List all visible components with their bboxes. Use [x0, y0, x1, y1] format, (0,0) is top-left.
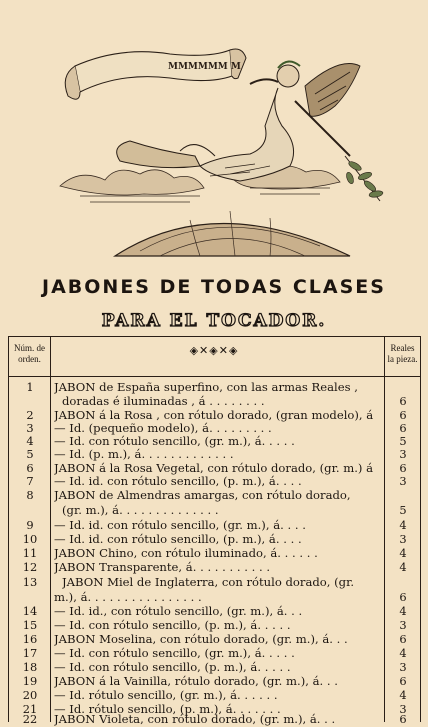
page-subtitle: PARA EL TOCADOR. — [101, 311, 327, 331]
row-price: 6 — [399, 712, 407, 726]
row-number: 13 — [22, 575, 38, 589]
row-description: — Id. id. con rótulo sencillo, (p. m.), á. . . . — [54, 532, 302, 546]
row-number: 1 — [26, 380, 34, 394]
row-price: 5 — [399, 503, 407, 517]
row-description: JABON de Almendras amargas, con rótulo dorado, — [54, 488, 351, 502]
row-description: — Id. con rótulo sencillo, (p. m.), á. . . . . — [54, 618, 291, 632]
table-row — [0, 518, 428, 533]
row-description: — Id. con rótulo sencillo, (p. m.), á. . . . . — [54, 660, 291, 674]
clouds — [60, 166, 340, 202]
row-number: 5 — [26, 447, 34, 461]
engraving-illustration — [20, 6, 410, 266]
row-number: 2 — [26, 408, 34, 422]
row-price: 6 — [399, 461, 407, 475]
row-price: 4 — [399, 604, 407, 618]
row-description: — Id. con rótulo sencillo, (gr. m.), á. . . . . — [54, 646, 295, 660]
row-price: 6 — [399, 421, 407, 435]
row-number: 7 — [26, 474, 34, 488]
row-description: JABON á la Rosa , con rótulo dorado, (gran modelo), á — [54, 408, 374, 422]
row-description: JABON Moselina, con rótulo dorado, (gr. m.), á. . . — [54, 632, 348, 646]
table-row — [0, 688, 428, 703]
row-number: 16 — [22, 632, 38, 646]
table-row — [0, 712, 428, 727]
globe — [115, 224, 350, 257]
table-row — [0, 618, 428, 633]
table-row — [0, 575, 428, 590]
header-bottom-rule — [8, 376, 420, 377]
row-price: 3 — [399, 447, 407, 461]
table-row — [0, 380, 428, 395]
table-row — [0, 590, 428, 605]
num-header-line2: orden. — [18, 354, 41, 364]
row-description: JABON á la Vainilla, rótulo dorado, (gr. m.), á. . . — [54, 674, 338, 688]
row-number: 15 — [22, 618, 38, 632]
table-row — [0, 560, 428, 575]
table-row — [0, 546, 428, 561]
row-description: — Id. (pequeño modelo), á. . . . . . . . . — [54, 421, 272, 435]
row-description: JABON á la Rosa Vegetal, con rótulo dorado, (gr. m.) á — [54, 461, 374, 475]
row-price: 4 — [399, 646, 407, 660]
row-description: JABON de España superfino, con las armas Reales , — [54, 380, 358, 394]
row-price: 6 — [399, 674, 407, 688]
row-number: 3 — [26, 421, 34, 435]
table-row — [0, 488, 428, 503]
price-header-line2: la pieza. — [387, 354, 418, 364]
table-row — [0, 674, 428, 689]
banner-scroll — [65, 49, 246, 99]
num-column-header — [9, 343, 50, 365]
row-price: 6 — [399, 632, 407, 646]
row-price: 3 — [399, 702, 407, 716]
row-description: (gr. m.), á. . . . . . . . . . . . . . — [62, 503, 219, 517]
row-price: 4 — [399, 518, 407, 532]
row-description: — Id. id., con rótulo sencillo, (gr. m.), á. . . — [54, 604, 303, 618]
row-price: 4 — [399, 688, 407, 702]
table-row — [0, 646, 428, 661]
ornament-divider: ◈✕◈✕◈ — [189, 344, 239, 357]
price-column-header — [385, 343, 420, 365]
row-price: 3 — [399, 474, 407, 488]
row-number: 17 — [22, 646, 38, 660]
laurel-branch-icon — [345, 156, 383, 201]
row-price: 6 — [399, 408, 407, 422]
row-description: — Id. con rótulo sencillo, (gr. m.), á. . . . . — [54, 434, 295, 448]
banner-text: MMMMMM M — [168, 62, 241, 72]
row-price: 5 — [399, 434, 407, 448]
row-description: JABON Transparente, á. . . . . . . . . . . — [54, 560, 271, 574]
row-price: 4 — [399, 560, 407, 574]
page-title: JABONES DE TODAS CLASES — [42, 276, 386, 298]
row-description: — Id. (p. m.), á. . . . . . . . . . . . . — [54, 447, 234, 461]
row-number: 20 — [22, 688, 38, 702]
table-row — [0, 532, 428, 547]
table-row — [0, 632, 428, 647]
row-number: 11 — [22, 546, 38, 560]
row-number: 9 — [26, 518, 34, 532]
row-description: — Id. rótulo sencillo, (gr. m.), á. . . . . . — [54, 688, 278, 702]
row-number: 8 — [26, 488, 34, 502]
row-number: 10 — [22, 532, 38, 546]
table-row — [0, 660, 428, 675]
price-header-line1: Reales — [390, 343, 415, 353]
row-description: JABON Miel de Inglaterra, con rótulo dorado, (gr. — [62, 575, 355, 589]
table-row — [0, 503, 428, 518]
table-row — [0, 474, 428, 489]
row-description: m.), á. . . . . . . . . . . . . . . . — [54, 590, 202, 604]
row-price: 4 — [399, 546, 407, 560]
row-price: 6 — [399, 394, 407, 408]
row-number: 12 — [22, 560, 38, 574]
row-description: doradas é iluminadas , á . . . . . . . . — [62, 394, 265, 408]
row-number: 19 — [22, 674, 38, 688]
row-description: JABON Chino, con rótulo iluminado, á. . . . . . — [54, 546, 318, 560]
table-top-rule — [8, 336, 420, 337]
row-description: — Id. rótulo sencillo, (p. m.), á. . . . . . . — [54, 702, 281, 716]
row-description: — Id. id. con rótulo sencillo, (gr. m.), á. . . . — [54, 518, 306, 532]
row-description: — Id. id. con rótulo sencillo, (p. m.), á. . . . — [54, 474, 302, 488]
table-row — [0, 447, 428, 462]
row-price: 3 — [399, 660, 407, 674]
row-number: 22 — [22, 712, 38, 726]
row-price: 3 — [399, 532, 407, 546]
num-header-line1: Núm. de — [14, 343, 45, 353]
row-number: 6 — [26, 461, 34, 475]
row-price: 3 — [399, 618, 407, 632]
row-number: 21 — [22, 702, 38, 716]
row-description: JABON Violeta, con rótulo dorado, (gr. m.), á. . . — [54, 712, 336, 726]
row-price: 6 — [399, 590, 407, 604]
row-number: 4 — [26, 434, 34, 448]
table-row — [0, 604, 428, 619]
table-row — [0, 394, 428, 409]
angel-wings — [305, 64, 360, 117]
row-number: 14 — [22, 604, 38, 618]
row-number: 18 — [22, 660, 38, 674]
